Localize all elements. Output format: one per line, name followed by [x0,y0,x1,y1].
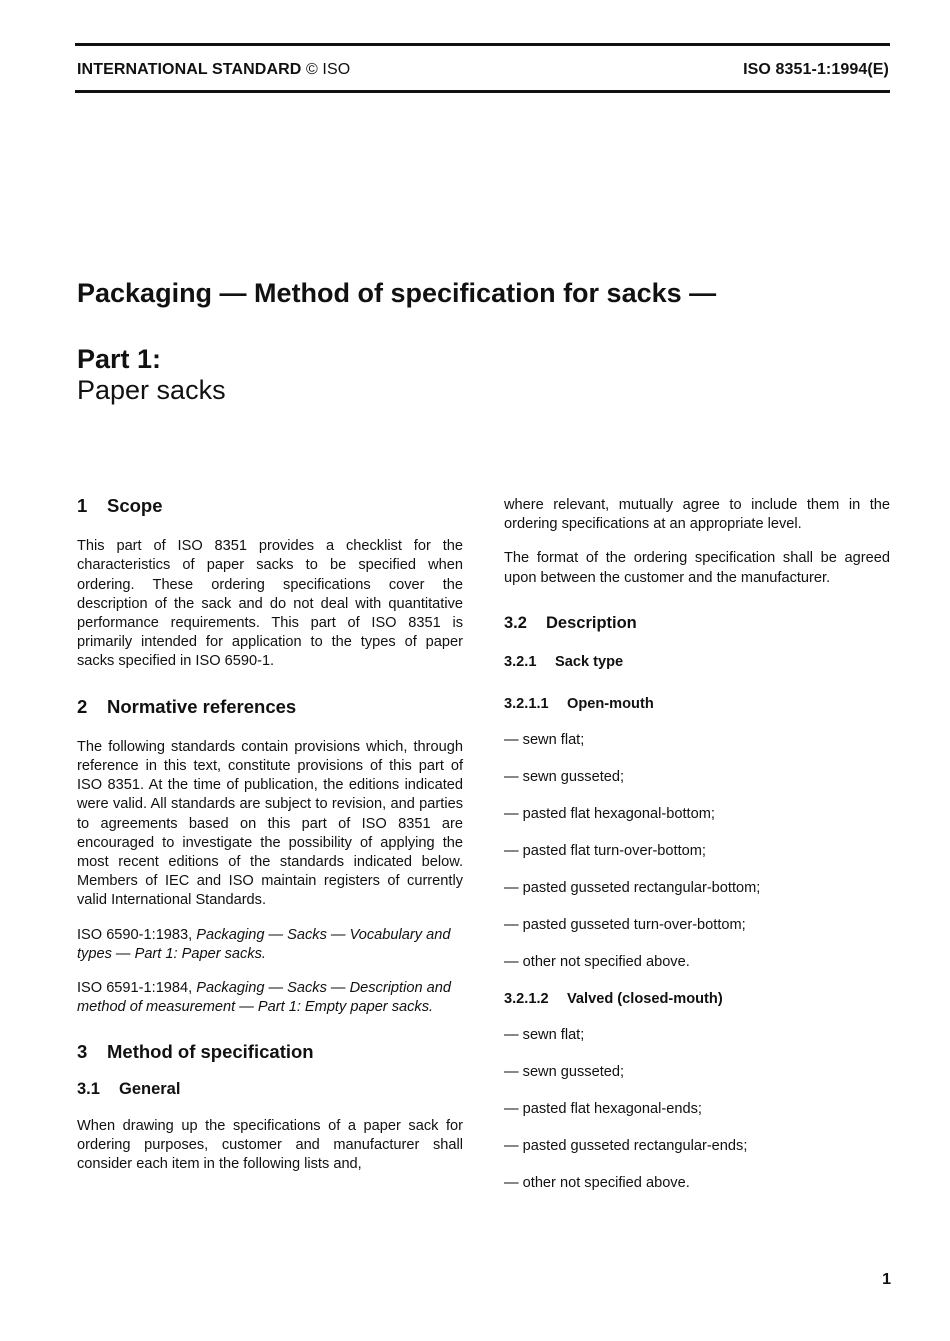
reference-iso-6590-1: ISO 6590-1:1983, Packaging — Sacks — Vocabulary and types — Part 1: Paper sacks. [77,926,451,962]
valved-list [504,1026,890,1193]
list-item: — other not specified above. [504,954,690,971]
list-item: — sewn flat; [504,1026,585,1043]
format-paragraph: The format of the ordering specification shall be agreed upon between the customer and the manufacturer. [504,550,890,586]
list-item: — sewn flat; [504,732,585,749]
right-column [504,496,890,1211]
list-item: — pasted gusseted rectangular-bottom; [504,880,761,897]
header-standard-number: ISO 8351-1:1994(E) [743,61,889,78]
list-item: — other not specified above. [504,1174,690,1191]
section-heading-normative-references: 2 Normative references [77,695,297,717]
subsection-heading-general: 3.1 General [77,1079,181,1098]
subsection-heading-sack-type: 3.2.1 Sack type [504,654,624,671]
document-title: Packaging — Method of specification for sacks — [77,278,717,308]
general-paragraph: When drawing up the specifications of a paper sack for ordering purposes, customer and manufacturer shall consider each item in the following lists and, [77,1117,463,1173]
normative-references-paragraph: The following standards contain provisions which, through reference in this text, constitute provisions of this part of ISO 8351. At the time of publication, the editions indicated were valid. All standards are subject to revision, and parties to agreements based on this part of ISO 8351 are encouraged to investigate the possibility of applying the most recent editions of the standards indicated below. Members of IEC and ISO maintain registers of currently valid International Standards. [77,738,463,909]
list-item: — sewn gusseted; [504,769,625,786]
reference-iso-6591-1: ISO 6591-1:1984, Packaging — Sacks — Description and method of measurement — Part 1: Empty paper sacks. [77,980,451,1016]
section-heading-scope: 1 Scope [77,495,163,516]
list-item: — pasted flat turn-over-bottom; [504,843,706,860]
list-item: — sewn gusseted; [504,1063,625,1080]
subsection-heading-valved: 3.2.1.2 Valved (closed-mouth) [504,991,723,1008]
page-number: 1 [882,1271,891,1288]
list-item: — pasted flat hexagonal-bottom; [504,806,715,823]
list-item: — pasted gusseted rectangular-ends; [504,1137,748,1154]
general-paragraph-continued: where relevant, mutually agree to include them in the ordering specifications at an appropriate level. [504,497,890,533]
list-item: — pasted flat hexagonal-ends; [504,1100,702,1117]
part-label: Part 1: [77,344,162,374]
subsection-heading-description: 3.2 Description [504,613,637,632]
header-rule-bottom [75,90,890,93]
part-subtitle: Paper sacks [77,375,226,405]
scope-paragraph: This part of ISO 8351 provides a checklist for the characteristics of paper sacks to be specified when ordering. These ordering specifications cover the description of the sack and do not deal with quantitative performance requirements. This part of ISO 8351 is primarily intended for application to the types of paper sacks specified in ISO 6590-1. [77,538,463,670]
section-heading-method-of-specification: 3 Method of specification [77,1041,314,1063]
header-standard-label: INTERNATIONAL STANDARD © ISO [77,61,351,78]
list-item: — pasted gusseted turn-over-bottom; [504,917,746,934]
subsection-heading-open-mouth: 3.2.1.1 Open-mouth [504,696,654,713]
left-column [77,496,463,1188]
header-rule-top [75,43,890,46]
open-mouth-list [504,731,890,972]
